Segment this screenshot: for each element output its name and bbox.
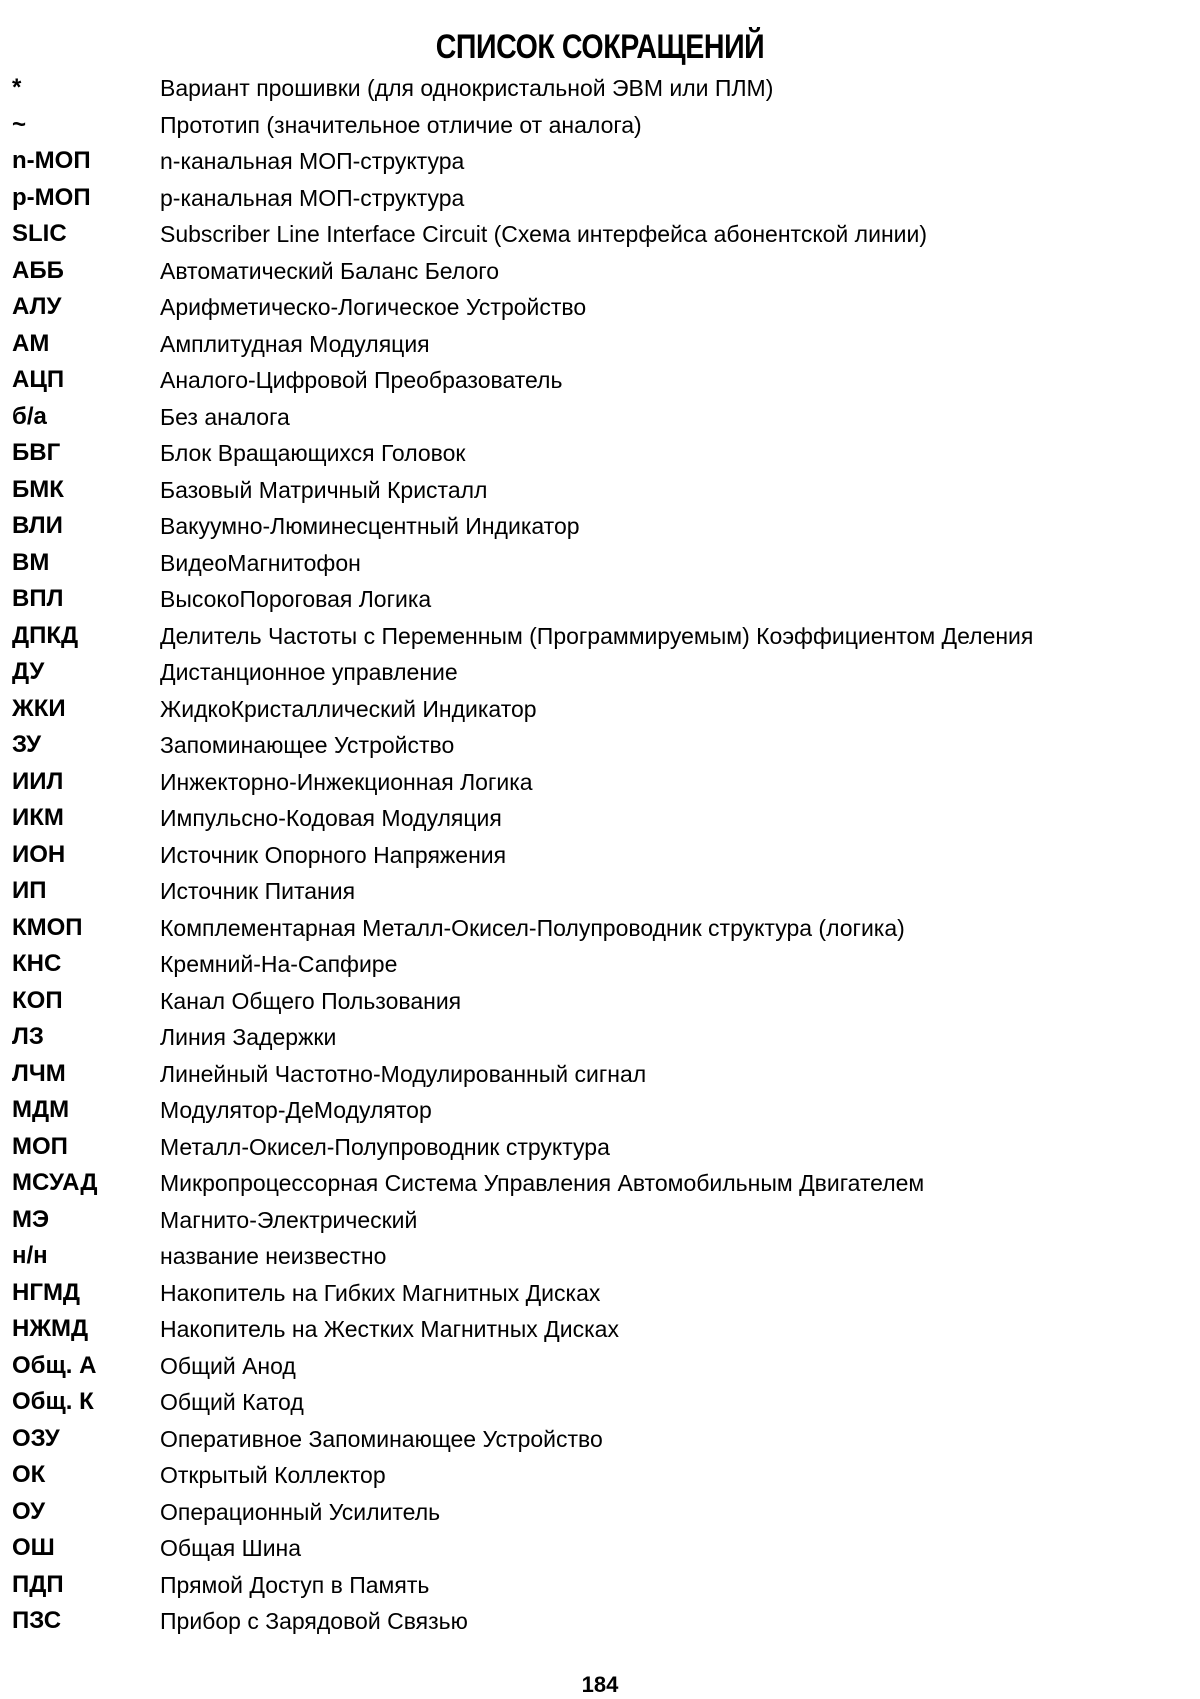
abbreviation-row [0,70,1200,107]
abbreviation-term: ПДП [12,1570,64,1598]
abbreviation-definition: n-канальная МОП-структура [160,148,465,174]
page-number: 184 [581,1672,619,1697]
abbreviation-term: БМК [12,475,64,503]
abbreviation-list [0,70,1200,1640]
abbreviation-definition: Открытый Коллектор [160,1462,386,1488]
abbreviation-row [0,946,1200,983]
abbreviation-definition: Источник Опорного Напряжения [160,841,507,868]
abbreviation-term: МДМ [12,1096,70,1123]
abbreviation-row [0,837,1200,874]
abbreviation-definition: Subscriber Line Interface Circuit (Схема интерфейса абонентской линии) [160,221,927,247]
abbreviation-row [0,107,1200,144]
abbreviation-definition: Вариант прошивки (для однокристальной ЭВМ или ПЛМ) [160,75,774,101]
abbreviation-term: ВЛИ [12,512,63,539]
abbreviation-row [0,1238,1200,1275]
abbreviation-term: АЦП [12,366,65,393]
abbreviation-row [0,1165,1200,1202]
abbreviation-term: БВГ [12,439,61,466]
abbreviation-term: ВМ [12,548,50,576]
abbreviation-row [0,216,1200,253]
abbreviation-definition: ЖидкоКристаллический Индикатор [160,695,537,722]
abbreviation-row [0,1056,1200,1093]
abbreviation-definition: Накопитель на Жестких Магнитных Дисках [160,1316,619,1342]
abbreviation-definition: Дистанционное управление [160,659,458,685]
abbreviation-row [0,1202,1200,1239]
abbreviation-row [0,1019,1200,1056]
abbreviation-row [0,1348,1200,1385]
abbreviation-row [0,326,1200,363]
abbreviation-row [0,1567,1200,1604]
abbreviation-row [0,764,1200,801]
abbreviation-definition: Прототип (значительное отличие от аналога) [160,111,642,138]
abbreviation-term: ЛЧМ [12,1059,66,1087]
abbreviation-row [0,654,1200,691]
abbreviation-row [0,910,1200,947]
abbreviation-definition: Магнито-Электрический [160,1206,418,1233]
abbreviation-definition: Линейный Частотно-Модулированный сигнал [160,1060,647,1087]
abbreviation-term: ИП [12,877,47,904]
abbreviation-definition: Источник Питания [160,878,356,904]
abbreviation-term: ~ [12,110,27,138]
abbreviation-term: Общ. К [12,1388,94,1415]
abbreviation-term: Общ. А [12,1351,97,1379]
abbreviation-definition: Прибор с Зарядовой Связью [160,1608,468,1634]
abbreviation-definition: Комплементарная Металл-Окисел-Полупроводник структура (логика) [160,914,905,941]
abbreviation-term: ИКМ [12,804,64,831]
abbreviation-definition: Блок Вращающихся Головок [160,440,466,466]
abbreviation-row [0,581,1200,618]
abbreviation-term: ЛЗ [12,1023,44,1050]
abbreviation-row [0,1457,1200,1494]
abbreviation-term: ОУ [12,1497,45,1525]
abbreviation-term: ЗУ [12,731,42,758]
abbreviation-definition: Металл-Окисел-Полупроводник структура [160,1133,610,1160]
abbreviation-term: ЖКИ [12,694,66,722]
abbreviation-term: НЖМД [12,1315,89,1342]
abbreviation-row [0,727,1200,764]
abbreviation-row [0,800,1200,837]
page-title: СПИСОК СОКРАЩЕНИЙ [435,27,765,66]
abbreviation-row [0,508,1200,545]
abbreviation-definition: Модулятор-ДеМодулятор [160,1097,432,1123]
abbreviation-term: ОК [12,1461,46,1488]
abbreviation-row [0,618,1200,655]
abbreviation-term: ДПКД [12,621,79,649]
abbreviation-definition: Автоматический Баланс Белого [160,257,499,284]
abbreviation-definition: Арифметическо-Логическое Устройство [160,294,587,320]
abbreviation-row [0,1421,1200,1458]
abbreviation-row [0,1494,1200,1531]
abbreviation-term: ИИЛ [12,767,64,795]
abbreviation-definition: Запоминающее Устройство [160,732,455,758]
abbreviation-definition: Прямой Доступ в Память [160,1571,430,1598]
abbreviation-term: КНС [12,950,62,977]
abbreviation-definition: Микропроцессорная Система Управления Автомобильным Двигателем [160,1170,925,1196]
abbreviation-term: АЛУ [12,293,62,320]
abbreviation-definition: Без аналога [160,403,290,430]
abbreviation-term: МСУАД [12,1169,98,1196]
abbreviation-row [0,399,1200,436]
abbreviation-row [0,362,1200,399]
abbreviation-row [0,1092,1200,1129]
abbreviation-row [0,1530,1200,1567]
abbreviation-row [0,1129,1200,1166]
abbreviation-term: КОП [12,986,63,1014]
abbreviation-definition: Общий Анод [160,1352,296,1379]
abbreviation-term: * [12,74,22,101]
abbreviation-row [0,472,1200,509]
abbreviation-row [0,435,1200,472]
abbreviation-row [0,289,1200,326]
abbreviation-definition: Операционный Усилитель [160,1498,441,1525]
abbreviation-term: ОШ [12,1534,55,1561]
abbreviation-definition: Общий Катод [160,1389,304,1415]
abbreviation-term: ИОН [12,840,66,868]
abbreviation-row [0,1311,1200,1348]
abbreviation-term: МЭ [12,1205,50,1233]
abbreviation-term: SLIC [12,220,67,247]
abbreviation-term: p-МОП [12,183,91,211]
abbreviation-definition: Общая Шина [160,1535,302,1561]
abbreviation-term: ОЗУ [12,1424,60,1452]
abbreviation-definition: название неизвестно [160,1243,387,1269]
abbreviation-row [0,1275,1200,1312]
abbreviation-term: КМОП [12,913,83,941]
abbreviation-definition: Кремний-На-Сапфире [160,951,398,977]
abbreviation-definition: ВидеоМагнитофон [160,549,361,576]
abbreviation-row [0,180,1200,217]
abbreviation-definition: Базовый Матричный Кристалл [160,476,488,503]
abbreviation-term: ВПЛ [12,585,64,612]
abbreviation-definition: Импульсно-Кодовая Модуляция [160,805,502,831]
abbreviation-definition: p-канальная МОП-структура [160,184,465,211]
abbreviation-definition: Амплитудная Модуляция [160,330,430,357]
abbreviation-term: ДУ [12,658,45,685]
abbreviation-definition: Делитель Частоты с Переменным (Программируемым) Коэффициентом Деления [160,622,1034,649]
abbreviation-term: АББ [12,256,64,284]
abbreviation-row [0,983,1200,1020]
abbreviation-definition: Оперативное Запоминающее Устройство [160,1425,603,1452]
abbreviation-definition: Инжекторно-Инжекционная Логика [160,768,533,795]
abbreviation-term: б/а [12,402,47,430]
abbreviation-row [0,545,1200,582]
abbreviation-term: n-МОП [12,147,91,174]
abbreviation-row [0,873,1200,910]
abbreviation-definition: Канал Общего Пользования [160,987,462,1014]
abbreviation-row [0,253,1200,290]
abbreviation-term: АМ [12,329,50,357]
abbreviation-definition: Вакуумно-Люминесцентный Индикатор [160,513,580,539]
abbreviation-term: н/н [12,1242,48,1269]
abbreviation-row [0,1384,1200,1421]
abbreviation-row [0,143,1200,180]
abbreviation-definition: Накопитель на Гибких Магнитных Дисках [160,1279,601,1306]
abbreviation-term: ПЗС [12,1607,62,1634]
abbreviation-term: МОП [12,1132,68,1160]
abbreviation-definition: Аналого-Цифровой Преобразователь [160,367,563,393]
abbreviation-definition: ВысокоПороговая Логика [160,586,432,612]
abbreviation-row [0,691,1200,728]
abbreviation-term: НГМД [12,1278,81,1306]
abbreviation-definition: Линия Задержки [160,1024,337,1050]
abbreviation-row [0,1603,1200,1640]
